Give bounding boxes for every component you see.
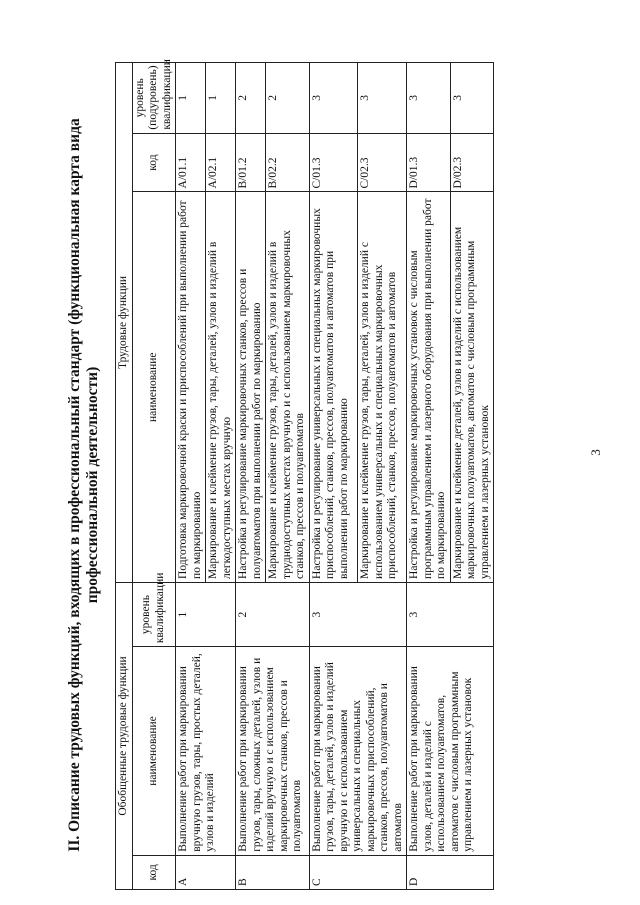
header-generalized-functions: Обобщенные трудовые функции — [116, 582, 133, 889]
table-row — [176, 63, 206, 890]
generalized-level-cell: 1 — [176, 582, 236, 646]
function-level-cell: 2 — [266, 63, 310, 134]
function-name-cell: Настройка и регулирование маркировочных установок с числовым программным управлением и лазерного оборудования при выполнении работ по маркированию — [407, 192, 451, 582]
table-row — [236, 63, 266, 890]
function-name-cell: Настройка и регулирование маркировочных станков, прессов и полуавтоматов при выполнении работ по маркированию — [236, 192, 266, 582]
function-level-cell: 3 — [358, 63, 407, 134]
header-tf-name: наименование — [132, 192, 176, 582]
function-name-cell: Маркирование и клеймение грузов, тары, деталей, узлов и изделий с использованием универсальных и специальных маркировочных приспособлений, станков, прессов, полуавтоматов и автоматов — [358, 192, 407, 582]
generalized-code-cell: D — [407, 855, 494, 889]
function-code-cell: B/02.2 — [266, 133, 310, 192]
generalized-code-cell: B — [236, 855, 310, 889]
generalized-name-cell: Выполнение работ при маркировании узлов, деталей и изделий с использованием полуавтоматов, автоматов с числовым программным управлением и лазерных установок — [407, 647, 494, 856]
function-code-cell: C/02.3 — [358, 133, 407, 192]
generalized-code-cell: A — [176, 855, 236, 889]
function-code-cell: C/01.3 — [309, 133, 358, 192]
header-level: уровень квалификации — [132, 582, 176, 646]
functional-map-table — [115, 59, 494, 890]
page-number: 3 — [588, 449, 603, 456]
function-code-cell: B/01.2 — [236, 133, 266, 192]
section-title: II. Описание трудовых функций, входящих в профессиональный стандарт (функциональная карта вида профессиональной деятельности) — [66, 118, 101, 852]
header-name: наименование — [132, 647, 176, 856]
table-row — [309, 63, 358, 890]
generalized-level-cell: 3 — [407, 582, 494, 646]
function-level-cell: 3 — [309, 63, 358, 134]
header-code: код — [132, 855, 176, 889]
function-name-cell: Подготовка маркировочной краски и приспособлений при выполнении работ по маркированию — [176, 192, 206, 582]
function-code-cell: A/01.1 — [176, 133, 206, 192]
function-code-cell: D/02.3 — [450, 133, 494, 192]
generalized-level-cell: 2 — [236, 582, 310, 646]
generalized-name-cell: Выполнение работ при маркировании вручную грузов, тары, простых деталей, узлов и изделий — [176, 647, 236, 856]
function-level-cell: 2 — [236, 63, 266, 134]
function-level-cell: 3 — [407, 63, 451, 134]
function-name-cell: Маркирование и клеймение деталей, узлов и изделий с использованием маркировочных полуавтоматов, автоматов с числовым программным управлением и лазерных установок — [450, 192, 494, 582]
function-level-cell: 3 — [450, 63, 494, 134]
function-name-cell: Маркирование и клеймение грузов, тары, деталей, узлов и изделий в легкодоступных местах вручную — [206, 192, 236, 582]
function-name-cell: Маркирование и клеймение грузов, тары, деталей, узлов и изделий в труднодоступных местах вручную и с использованием маркировочных станков, прессов и полуавтоматов — [266, 192, 310, 582]
header-row-1 — [116, 63, 133, 890]
function-name-cell: Настройка и регулирование универсальных и специальных маркировочных приспособлений, станков, прессов, полуавтоматов и автоматов при выполнении работ по маркированию — [309, 192, 358, 582]
function-level-cell: 1 — [206, 63, 236, 134]
generalized-code-cell: C — [309, 855, 407, 889]
function-code-cell: A/02.1 — [206, 133, 236, 192]
generalized-name-cell: Выполнение работ при маркировании грузов, тары, сложных деталей, узлов и изделий вручную и с использованием маркировочных станков, прессов и полуавтоматов — [236, 647, 310, 856]
header-tf-level: уровень (подуровень) квалификации — [132, 63, 176, 134]
table-body — [176, 63, 494, 890]
generalized-name-cell: Выполнение работ при маркировании грузов, тары, деталей, узлов и изделий вручную и с использованием универсальных и специальных маркировочных приспособлений, станков, прессов, полуавтоматов и автоматов — [309, 647, 407, 856]
generalized-level-cell: 3 — [309, 582, 407, 646]
function-code-cell: D/01.3 — [407, 133, 451, 192]
header-row-2 — [132, 63, 176, 890]
function-level-cell: 1 — [176, 63, 206, 134]
table-row — [407, 63, 451, 890]
header-tf-code: код — [132, 133, 176, 192]
header-labor-functions: Трудовые функции — [116, 63, 133, 583]
